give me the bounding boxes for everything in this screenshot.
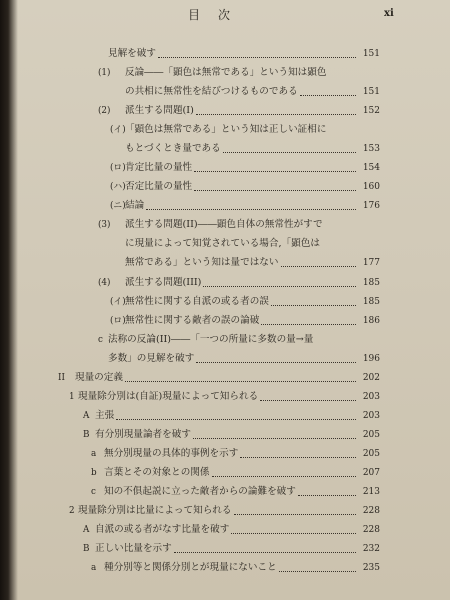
toc-entry-marker: (2) [98,106,111,117]
toc-entry-page: 205 [362,429,380,440]
toc-leader-dots [281,266,356,267]
toc-leader-dots [125,381,356,382]
toc-leader-dots [231,533,356,534]
toc-entry-title: 肯定比量の量性 [125,162,193,174]
toc-entry-title: 否定比量の量性 [125,181,193,193]
toc-entry-page: 232 [362,544,380,554]
toc-leader-dots [212,476,356,477]
toc-entry [0,370,450,386]
toc-entry-title: 現量除分別は(自証)現量によって知られる [78,390,259,402]
toc-entry [0,389,450,405]
toc-entry [0,236,450,252]
toc-entry-page: 153 [362,144,380,155]
toc-entry [0,560,450,576]
toc-entry [0,122,450,138]
toc-entry-page: 205 [362,448,380,459]
toc-entry-marker: a [91,448,97,459]
toc-entry-page: 151 [362,49,380,59]
toc-entry [0,160,450,176]
toc-entry-title: に現量によって知覚されている場合,「顕色は [125,238,320,250]
toc-entry [0,275,450,291]
toc-entry-marker: b [91,467,97,478]
toc-entry [0,408,450,424]
toc-entry [0,198,450,214]
toc-leader-dots [196,362,356,363]
toc-entry-title: 「顕色は無常である」という知は正しい証相に [125,124,327,136]
toc-leader-dots [193,438,356,439]
toc-entry-page: 186 [362,315,380,326]
toc-entry-marker: (3) [98,220,111,231]
toc-entry-title: 多数」の見解を破す [108,352,195,364]
toc-entry-title: の共相に無常性を結びつけるものである [125,86,298,98]
toc-entry-page: 185 [362,277,380,288]
toc-entry-page: 228 [362,525,380,535]
toc-entry-title: 自派の或る者がなす比量を破す [95,524,230,535]
toc-entry-title: 正しい比量を示す [95,543,172,554]
toc-entry-page: 203 [362,410,380,421]
toc-entry-marker: B [83,544,90,554]
toc-entry-title: 派生する問題(III) [125,276,202,288]
toc-entry-page: 213 [362,486,380,497]
toc-entry-title: 法称の反論(II)――「一つの所量に多数の量→量 [108,333,314,345]
toc-entry [0,46,450,62]
toc-leader-dots [234,514,356,515]
toc-leader-dots [300,95,356,96]
toc-entry [0,446,450,462]
toc-entry-title: 有分別現量論者を破す [95,428,191,440]
toc-leader-dots [223,152,356,153]
toc-entry-marker: A [83,410,90,421]
toc-entry-title: 結論 [125,200,145,212]
toc-entry-marker: a [91,563,97,574]
toc-entry-page: 235 [362,563,380,574]
toc-leader-dots [196,114,356,115]
toc-entry-title: 言葉とその対象との関係 [104,466,210,478]
toc-entry-title: 派生する問題(I) [125,105,194,117]
toc-entry-title: 現量の定義 [75,371,123,383]
toc-entry-marker: 1 [69,391,75,402]
toc-entry [0,503,450,519]
toc-entry-marker: (ロ) [110,163,126,174]
toc-entry-page: 176 [362,201,380,212]
toc-entry-marker: A [83,525,90,535]
toc-entry-title: 種分別等と関係分別とが現量にないこと [104,562,277,574]
toc-entry-page: 207 [362,467,380,478]
toc-entry-marker: c [98,334,103,345]
toc-entry [0,255,450,271]
toc-entry-marker: 2 [69,506,75,516]
toc-entry-title: 無常性に関する敵者の誤の論破 [125,314,260,326]
toc-entry-title: 知の不俱起説に立った敵者からの論難を破す [104,485,296,497]
toc-entry-page: 185 [362,296,380,307]
toc-entry [0,332,450,348]
toc-leader-dots [194,171,356,172]
toc-entry [0,84,450,100]
toc-entry-page: 196 [362,353,380,364]
toc-entry [0,427,450,443]
toc-entry [0,522,450,538]
toc-entry-marker: B [83,429,90,440]
toc-entry [0,179,450,195]
toc-entry-marker: (ニ) [110,201,126,212]
page-number: xi [384,8,394,19]
toc-entry-title: 派生する問題(II)――顕色自体の無常性がすで [125,219,323,231]
toc-entry [0,313,450,329]
toc-leader-dots [174,552,356,553]
toc-entry [0,484,450,500]
toc-entry [0,465,450,481]
toc-entry-page: 160 [362,182,380,193]
toc-leader-dots [298,495,356,496]
toc-entry-page: 203 [362,391,380,402]
toc-entry-title: もとづくとき量である [125,143,221,155]
toc-entry [0,294,450,310]
toc-entry-title: 無分別現量の具体的事例を示す [104,447,239,459]
toc-entry-page: 154 [362,163,380,174]
toc-entry-title: 主張 [95,409,115,421]
toc-leader-dots [203,286,356,287]
toc-entry-marker: (イ) [110,296,126,307]
toc-leader-dots [158,57,356,58]
toc-entry-title: 現量除分別は比量によって知られる [78,505,232,516]
toc-entry-title: 無常である」という知は量ではない [125,257,279,269]
toc-entry-page: 228 [362,506,380,516]
toc-entry-marker: (ロ) [110,315,126,326]
toc-entry-page: 152 [362,106,380,117]
toc-entry [0,351,450,367]
toc-leader-dots [194,190,356,191]
toc-leader-dots [240,457,356,458]
toc-entry-page: 151 [362,87,380,98]
toc-entry-title: 無常性に関する自派の或る者の誤 [125,295,269,307]
toc-entry-title: 反論――「顕色は無常である」という知は顕色 [125,67,327,78]
toc-leader-dots [116,419,356,420]
toc-entry-marker: (4) [98,277,111,288]
toc-entry-title: 見解を破す [108,48,156,59]
page-title: 目次 [188,8,249,22]
toc-entry-page: 177 [362,258,380,269]
toc-entry [0,141,450,157]
toc-leader-dots [146,209,356,210]
toc-entry-marker: c [91,486,96,497]
toc-entry [0,217,450,233]
toc-entry-marker: II [58,372,65,383]
toc-entry [0,65,450,81]
toc-entry-marker: (1) [98,68,111,78]
toc-entry-page: 202 [362,372,380,383]
toc-leader-dots [261,324,356,325]
toc-entry [0,103,450,119]
toc-entry-marker: (イ) [110,125,126,136]
toc-leader-dots [279,571,356,572]
toc-leader-dots [260,400,356,401]
toc-entry-marker: (ハ) [110,182,126,193]
toc-entry [0,541,450,557]
toc-leader-dots [271,305,356,306]
